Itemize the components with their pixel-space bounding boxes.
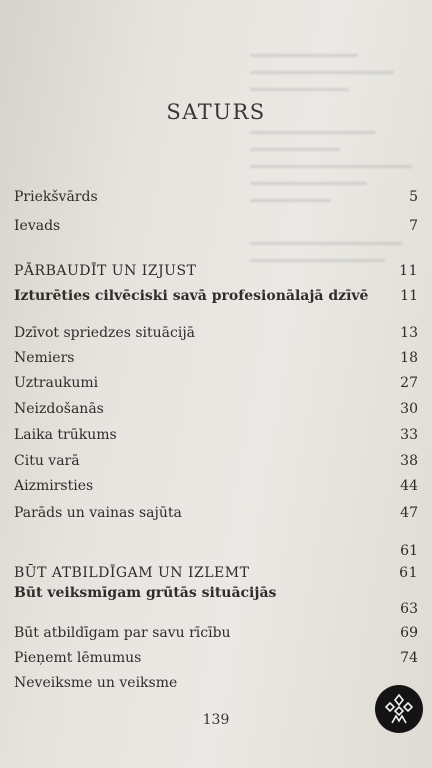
toc-entry-label: Būt atbildīgam par savu rīcību: [14, 625, 231, 641]
page-number: 139: [202, 712, 230, 728]
toc-entry-label: PĀRBAUDĪT UN IZJUST: [14, 263, 197, 279]
toc-entry-page: 63: [400, 601, 418, 617]
toc-entry[interactable]: [14, 502, 418, 524]
toc-entry-page: 18: [400, 350, 418, 366]
toc-entry-label: Neizdošanās: [14, 401, 104, 417]
toc-entry-label: Citu varā: [14, 453, 80, 469]
toc-entry-label: Laika trūkums: [14, 427, 117, 443]
toc-entry-label: Pieņemt lēmumus: [14, 650, 142, 666]
toc-entry-page: 11: [400, 288, 418, 304]
toc-entry-page: 30: [400, 401, 418, 417]
toc-entry-preface[interactable]: [14, 186, 418, 208]
toc-entry-label: Ievads: [14, 218, 61, 234]
toc-entry-page: 7: [409, 218, 418, 234]
toc-entry-introduction[interactable]: [14, 215, 418, 237]
toc-entry-label: Parāds un vainas sajūta: [14, 505, 182, 521]
toc-entry-label: Izturēties cilvēciski savā profesionālajā dzīvē: [14, 288, 369, 304]
toc-entry-page: 61: [399, 565, 418, 581]
toc-entry-label: Būt veiksmīgam grūtās situācijās: [14, 585, 277, 601]
toc-entry[interactable]: [14, 398, 418, 420]
toc-entry[interactable]: [14, 424, 418, 446]
toc-entry-page: 38: [400, 453, 418, 469]
toc-chapter-heading-2[interactable]: [14, 582, 418, 604]
ornament-logo-icon: [382, 692, 416, 726]
toc-entry[interactable]: [14, 672, 418, 694]
toc-entry[interactable]: [14, 372, 418, 394]
toc-entry-label: Uztraukumi: [14, 375, 99, 391]
toc-entry-label: Priekšvārds: [14, 189, 98, 205]
toc-entry-page: 33: [400, 427, 418, 443]
toc-entry-page: 27: [400, 375, 418, 391]
toc-entry-label: BŪT ATBILDĪGAM UN IZLEMT: [14, 565, 250, 581]
toc-entry-label: Nemiers: [14, 350, 75, 366]
toc-entry[interactable]: [14, 622, 418, 644]
toc-section-heading-1[interactable]: [14, 260, 418, 282]
toc-entry-label: Aizmirsties: [14, 478, 94, 494]
toc-entry-label: Dzīvot spriedzes situācijā: [14, 325, 196, 341]
toc-entry-page: 74: [400, 650, 418, 666]
toc-entry[interactable]: [14, 475, 418, 497]
toc-entry-page: 47: [400, 505, 418, 521]
toc-entry-page: 13: [400, 325, 418, 341]
toc-entry[interactable]: [14, 322, 418, 344]
toc-section-heading-2[interactable]: [14, 562, 418, 584]
ornament-logo-icon: [375, 685, 423, 733]
toc-chapter-heading-1[interactable]: [14, 285, 418, 307]
toc-entry-page: 69: [400, 625, 418, 641]
toc-title: SATURS: [166, 100, 266, 124]
toc-entry[interactable]: [14, 347, 418, 369]
toc-entry[interactable]: [14, 647, 418, 669]
toc-entry-page: 5: [409, 189, 418, 205]
toc-entry[interactable]: [14, 450, 418, 472]
toc-entry-page: 11: [399, 263, 418, 279]
toc-entry-label: Neveiksme un veiksme: [14, 675, 178, 691]
toc-entry-page: 61: [400, 543, 418, 559]
toc-entry-page: 44: [400, 478, 418, 494]
